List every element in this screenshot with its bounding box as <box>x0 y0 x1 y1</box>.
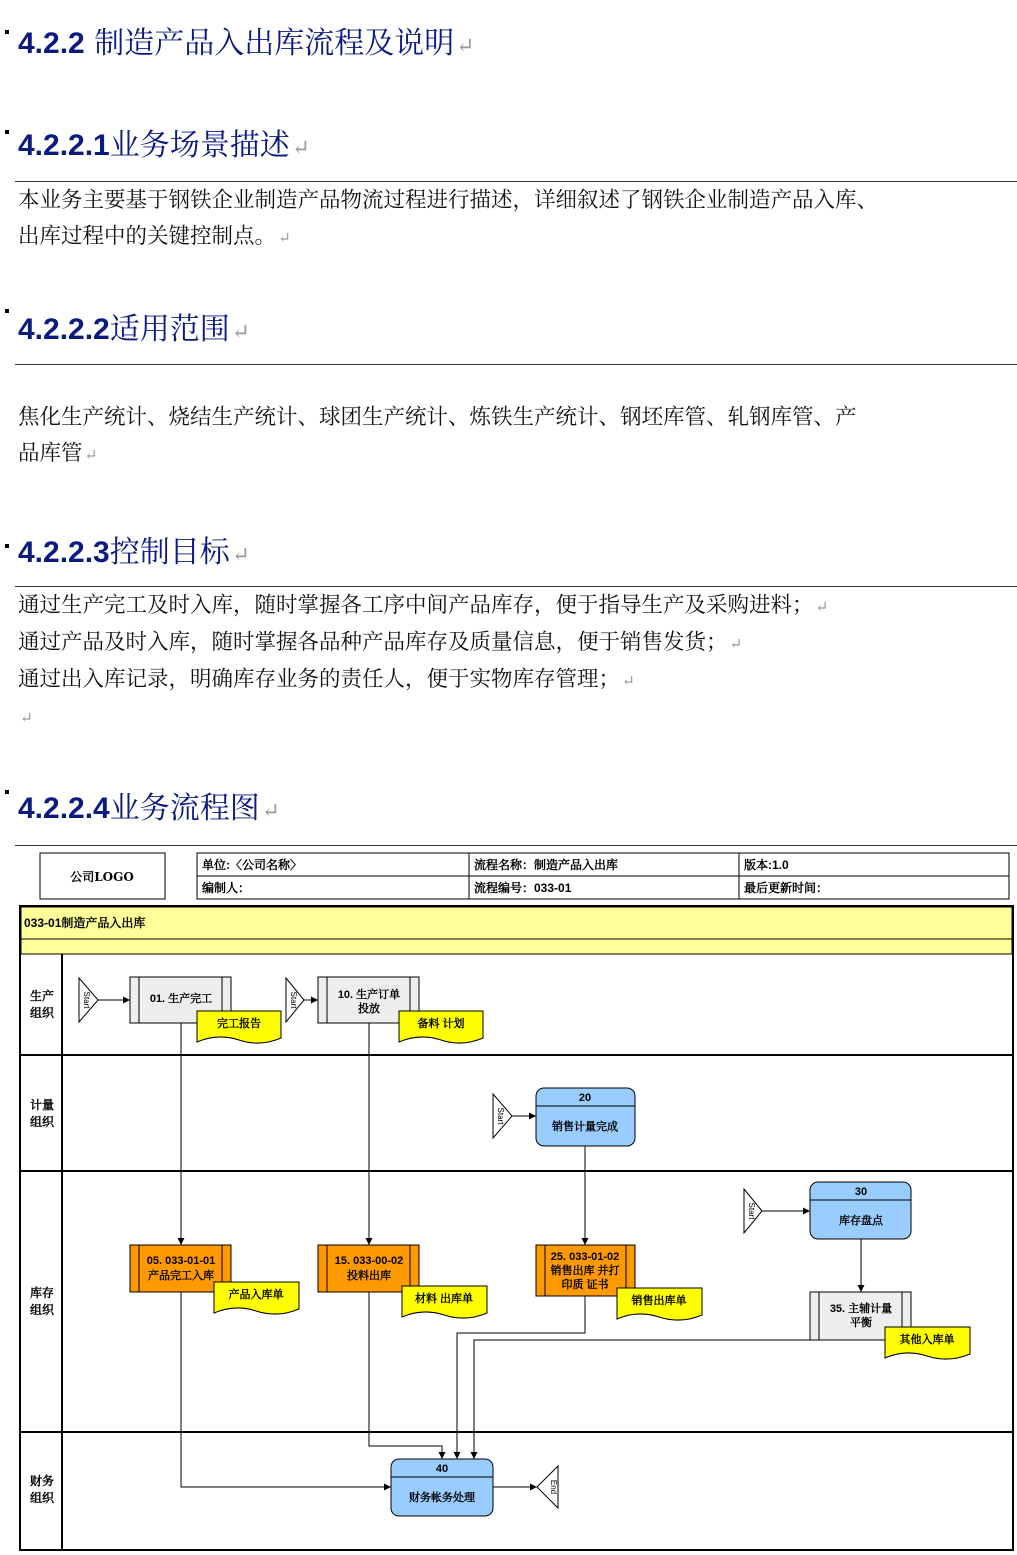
document-material-plan <box>399 1011 483 1043</box>
svg-text:组织: 组织 <box>29 1303 55 1317</box>
section-heading-4-2-2-4 <box>18 783 280 827</box>
svg-text:完工报告: 完工报告 <box>217 1018 261 1030</box>
return-mark: ↵ <box>231 543 250 568</box>
heading-number: 4.2.2.1 <box>18 129 110 162</box>
empty-line <box>18 699 828 736</box>
scenario-line-2: 出库过程中的关键控制点。 ↵ <box>18 224 291 249</box>
process-name-label: 流程名称：制造产品入出库 <box>474 858 619 872</box>
objective-line-2: 通过产品及时入库，随时掌握各品种产品库存及质量信息，便于销售发货； ↵ <box>18 630 743 655</box>
document-other-receipt <box>885 1327 970 1359</box>
section-rule <box>15 586 1017 587</box>
return-mark: ↵ <box>261 799 280 824</box>
return-mark: ↵ <box>815 598 829 616</box>
start-event-2 <box>286 978 304 1022</box>
heading-bullet <box>5 544 9 548</box>
document-completion-report <box>197 1011 281 1043</box>
section-heading-4-2-2-3 <box>18 527 250 571</box>
svg-text:End: End <box>549 1479 558 1495</box>
svg-text:20: 20 <box>578 1092 592 1104</box>
scenario-paragraph <box>18 183 878 256</box>
heading-title: 业务流程图 <box>109 791 260 826</box>
svg-text:组织: 组织 <box>29 1491 55 1505</box>
process-number-label: 流程编号：033-01 <box>474 881 572 895</box>
scope-paragraph <box>18 400 857 473</box>
return-mark: ↵ <box>20 709 33 727</box>
return-mark: ↵ <box>622 672 635 690</box>
lane-finance <box>30 1473 55 1505</box>
heading-number: 4.2.2.2 <box>18 313 110 346</box>
section-heading-4-2-2-1 <box>18 120 310 164</box>
objective-line-1: 通过生产完工及时入库，随时掌握各工序中间产品库存，便于指导生产及采购进料； ↵ <box>18 593 829 618</box>
return-mark: ↵ <box>231 320 250 345</box>
svg-text:库存盘点: 库存盘点 <box>839 1215 883 1227</box>
return-mark: ↵ <box>278 229 291 247</box>
step-30-stock-count <box>810 1182 911 1239</box>
heading-bullet <box>5 30 9 34</box>
process-flowchart <box>0 840 1017 1555</box>
scope-line-1: 焦化生产统计、烧结生产统计、球团生产统计、炼铁生产统计、钢坯库管、轧钢库管、产 <box>18 405 857 430</box>
scenario-line-1: 本业务主要基于钢铁企业制造产品物流过程进行描述，详细叙述了钢铁企业制造产品入库、 <box>18 188 879 213</box>
return-mark: ↵ <box>729 635 743 653</box>
svg-text:销售出库单: 销售出库单 <box>631 1295 687 1307</box>
start-event-3 <box>493 1094 512 1138</box>
svg-text:Start: Start <box>496 1107 505 1125</box>
heading-title: 适用范围 <box>109 312 230 347</box>
svg-text:40: 40 <box>435 1463 449 1475</box>
svg-text:Start: Start <box>747 1202 756 1220</box>
flow-title-bar <box>21 907 1012 939</box>
svg-text:产品入库单: 产品入库单 <box>228 1289 284 1301</box>
svg-text:财务帐务处理: 财务帐务处理 <box>409 1492 475 1504</box>
heading-bullet <box>5 130 9 134</box>
heading-title: 控制目标 <box>109 535 230 570</box>
svg-text:10. 生产订单: 10. 生产订单 <box>337 989 401 1001</box>
last-update-label: 最后更新时间： <box>744 881 829 895</box>
svg-text:销售出库 并打: 销售出库 并打 <box>550 1265 620 1277</box>
svg-text:25. 033-01-02: 25. 033-01-02 <box>550 1251 620 1263</box>
svg-text:计量: 计量 <box>29 1098 55 1112</box>
return-mark: ↵ <box>84 446 98 464</box>
svg-text:组织: 组织 <box>29 1006 55 1020</box>
svg-text:投料出库: 投料出库 <box>347 1270 391 1282</box>
version-label: 版本:1.0 <box>744 858 789 872</box>
unit-label: 单位:〈公司名称〉 <box>202 858 302 872</box>
lane-measurement <box>30 1097 55 1129</box>
heading-title: 制造产品入出库流程及说明 <box>84 26 455 61</box>
lane-inventory <box>30 1285 55 1317</box>
lane-production <box>30 988 55 1020</box>
heading-number: 4.2.2 <box>18 27 85 60</box>
svg-text:05. 033-01-01: 05. 033-01-01 <box>146 1255 216 1267</box>
document-material-issue <box>402 1286 487 1318</box>
svg-text:生产: 生产 <box>29 989 55 1003</box>
heading-number: 4.2.2.4 <box>18 792 110 825</box>
svg-text:平衡: 平衡 <box>850 1317 872 1329</box>
svg-text:Start: Start <box>289 991 298 1009</box>
section-rule <box>15 181 1017 182</box>
start-event-4 <box>744 1189 762 1233</box>
section-rule <box>15 364 1017 365</box>
step-20-sales-measurement <box>536 1088 635 1146</box>
objectives-paragraph <box>18 588 828 736</box>
heading-title: 业务场景描述 <box>109 128 290 163</box>
end-event <box>537 1466 558 1508</box>
section-heading-4-2-2-2 <box>18 304 250 348</box>
svg-text:其他入库单: 其他入库单 <box>899 1334 955 1346</box>
heading-number: 4.2.2.3 <box>18 536 110 569</box>
return-mark: ↵ <box>291 136 310 161</box>
section-heading-4-2-2 <box>18 18 474 62</box>
document-sales-issue <box>617 1288 702 1320</box>
heading-bullet <box>5 790 9 794</box>
svg-text:印质 证书: 印质 证书 <box>561 1279 609 1291</box>
svg-text:产品完工入库: 产品完工入库 <box>148 1270 214 1282</box>
objective-line-3: 通过出入库记录，明确库存业务的责任人，便于实物库存管理； ↵ <box>18 667 635 692</box>
svg-text:材料 出库单: 材料 出库单 <box>414 1293 474 1305</box>
svg-text:销售计量完成: 销售计量完成 <box>552 1121 618 1133</box>
flow-header <box>40 853 1009 899</box>
return-mark: ↵ <box>456 34 475 59</box>
document-product-receipt <box>214 1282 299 1314</box>
editor-label: 编制人： <box>202 881 251 895</box>
svg-text:库存: 库存 <box>29 1286 55 1300</box>
step-15-material-issue <box>318 1245 419 1292</box>
start-event-1 <box>79 978 98 1022</box>
svg-text:Start: Start <box>82 991 91 1009</box>
heading-bullet <box>5 309 9 313</box>
flow-connectors <box>98 1000 861 1487</box>
svg-text:30: 30 <box>854 1186 868 1198</box>
svg-text:组织: 组织 <box>29 1115 55 1129</box>
svg-text:35. 主辅计量: 35. 主辅计量 <box>829 1303 893 1315</box>
svg-text:备料 计划: 备料 计划 <box>417 1018 465 1030</box>
step-40-financial-processing <box>391 1459 493 1516</box>
svg-text:15. 033-00-02: 15. 033-00-02 <box>334 1255 404 1267</box>
svg-text:投放: 投放 <box>358 1003 380 1015</box>
scope-line-2: 品库管 ↵ <box>18 441 98 466</box>
logo-text: 公司LOGO <box>70 870 134 884</box>
svg-text:财务: 财务 <box>29 1474 55 1488</box>
flow-title: 033-01制造产品入出库 <box>24 916 146 930</box>
svg-text:01. 生产完工: 01. 生产完工 <box>149 993 213 1005</box>
